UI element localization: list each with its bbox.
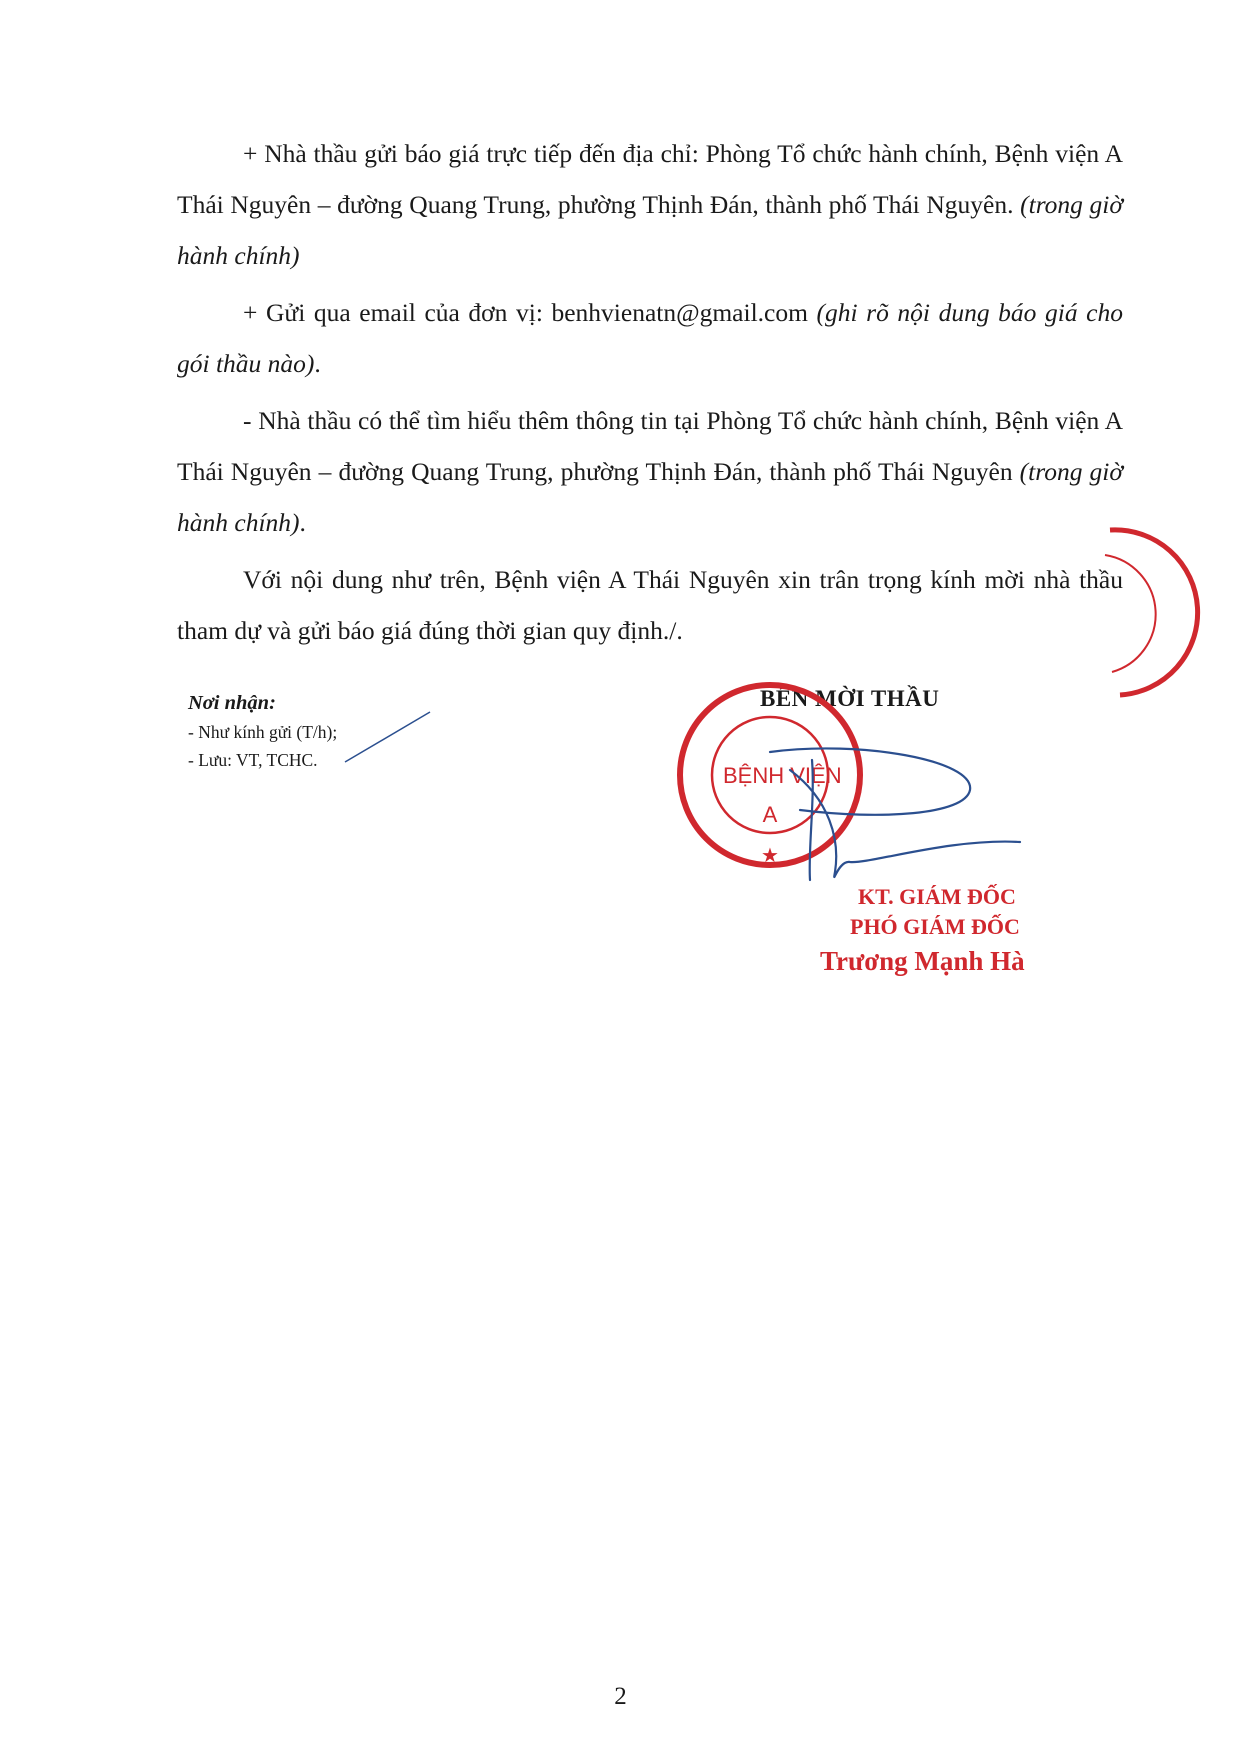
handwritten-signature-icon <box>770 748 1020 880</box>
official-stamp-icon <box>680 685 860 867</box>
signature-line-2: PHÓ GIÁM ĐỐC <box>850 914 1020 939</box>
body-text <box>177 128 1123 662</box>
paragraph-4: Với nội dung như trên, Bệnh viện A Thái Nguyên xin trân trọng kính mời nhà thầu tham dự và gửi báo giá đúng thời gian quy định./. <box>177 565 1123 645</box>
recipients-title: Nơi nhận: <box>188 692 276 714</box>
signature-line-1: KT. GIÁM ĐỐC <box>858 884 1016 909</box>
stamp-center-line2: A <box>762 802 778 827</box>
recipients-block <box>188 688 608 774</box>
page-number: 2 <box>614 1683 627 1710</box>
paragraph-1: + Nhà thầu gửi báo giá trực tiếp đến địa chỉ: Phòng Tổ chức hành chính, Bệnh viện A Thái Nguyên – đường Quang Trung, phường Thịnh Đán, thành phố Thái Nguyên. (trong giờ hành chính) <box>177 139 1123 270</box>
paragraph-3: - Nhà thầu có thể tìm hiểu thêm thông tin tại Phòng Tổ chức hành chính, Bệnh viện A Thái Nguyên – đường Quang Trung, phường Thịnh Đán, thành phố Thái Nguyên (trong giờ hành chính). <box>177 406 1124 537</box>
paragraph-2: + Gửi qua email của đơn vị: benhvienatn@gmail.com (ghi rõ nội dung báo giá cho gói thầu nào). <box>177 298 1123 378</box>
recipient-item: - Lưu: VT, TCHC. <box>188 750 318 770</box>
stamp-center-line1: BỆNH VIỆN <box>723 763 842 788</box>
svg-text:★: ★ <box>761 845 779 867</box>
signer-name: Trương Mạnh Hà <box>820 946 1025 976</box>
signature-block-title: BÊN MỜI THẦU <box>760 686 940 711</box>
recipient-item: - Như kính gửi (T/h); <box>188 722 338 742</box>
